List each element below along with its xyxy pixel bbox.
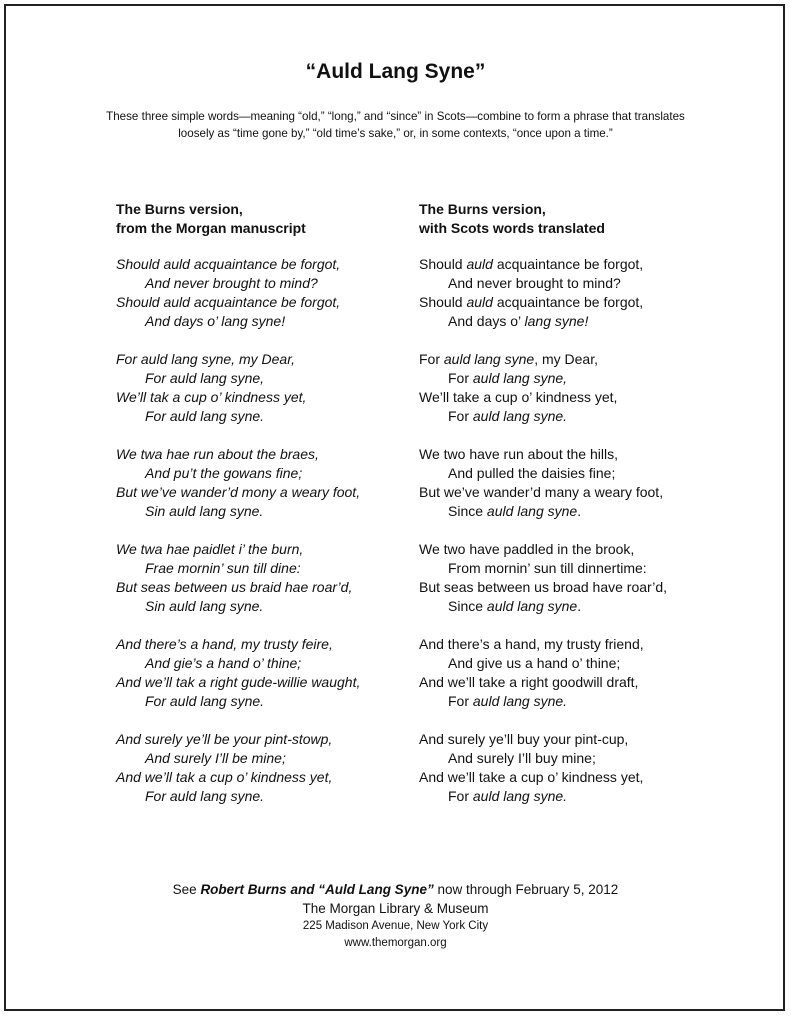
verse-line: For auld lang syne. [448, 408, 568, 424]
right-stanza [419, 255, 719, 331]
left-stanzas [116, 255, 416, 806]
verse-line: And pulled the daisies fine; [448, 465, 616, 481]
verse-line: And we’ll tak a cup o’ kindness yet, [116, 769, 333, 785]
scots-phrase: auld lang syne. [472, 408, 568, 424]
museum-address: 225 Madison Avenue, New York City [302, 920, 489, 932]
verse-line: We twa hae run about the braes, [116, 446, 319, 462]
verse-line: And there’s a hand, my trusty feire, [116, 636, 333, 652]
verse-line: We twa hae paidlet i’ the burn, [116, 541, 304, 557]
right-heading-line-1: The Burns version, [419, 201, 546, 217]
right-stanza [419, 445, 719, 521]
verse-line: Sin auld lang syne. [145, 503, 264, 519]
verse-line: We two have run about the hills, [419, 446, 618, 462]
verse-line: Frae mornin’ sun till dine: [145, 560, 301, 576]
verse-line: And surely ye’ll buy your pint-cup, [419, 731, 629, 747]
verse-line: For auld lang syne, my Dear, [419, 351, 598, 367]
scots-phrase: auld lang syne. [472, 788, 568, 804]
exhibit-prefix: See [172, 882, 201, 897]
right-column-translated [419, 200, 719, 825]
verse-line: From mornin’ sun till dinnertime: [448, 560, 647, 576]
verse-line: But seas between us braid hae roar’d, [116, 579, 353, 595]
scots-phrase: auld lang syne [486, 598, 578, 614]
left-heading-line-1: The Burns version, [116, 201, 243, 217]
verse-line: For auld lang syne, my Dear, [116, 351, 295, 367]
verse-line: And never brought to mind? [448, 275, 621, 291]
verse-line: And give us a hand o’ thine; [448, 655, 621, 671]
verse-line: We’ll take a cup o’ kindness yet, [419, 389, 618, 405]
right-stanza [419, 730, 719, 806]
left-stanza [116, 350, 416, 426]
verse-line: But seas between us broad have roar’d, [419, 579, 668, 595]
verse-line: For auld lang syne. [145, 693, 265, 709]
verse-line: For auld lang syne. [145, 408, 265, 424]
verse-line: Should auld acquaintance be forgot, [419, 294, 644, 310]
verse-line: And gie’s a hand o’ thine; [145, 655, 302, 671]
left-column-original [116, 200, 416, 825]
verse-line: Should auld acquaintance be forgot, [419, 256, 644, 272]
left-stanza [116, 730, 416, 806]
verse-line: And we’ll tak a right gude-willie waught, [116, 674, 361, 690]
left-column-heading [116, 200, 416, 238]
verse-line: And days o’ lang syne! [448, 313, 589, 329]
scots-phrase: auld lang syne [443, 351, 535, 367]
verse-line: And surely ye’ll be your pint-stowp, [116, 731, 333, 747]
scots-phrase: auld [466, 256, 493, 272]
exhibit-dates: now through February 5, 2012 [433, 882, 619, 897]
left-stanza [116, 445, 416, 521]
scots-phrase: lang syne! [524, 313, 589, 329]
scots-phrase: auld [466, 294, 493, 310]
verse-line: We two have paddled in the brook, [419, 541, 635, 557]
intro-paragraph: These three simple words—meaning “old,” “long,” and “since” in Scots—combine to form a phrase that translates loosely as “time gone by,” “old time’s sake,” or, in some contexts, “once upon a time.” [106, 110, 685, 140]
verse-line: We’ll tak a cup o’ kindness yet, [116, 389, 307, 405]
exhibit-title: Robert Burns and “Auld Lang Syne” [200, 882, 434, 897]
verse-line: And surely I’ll buy mine; [448, 750, 596, 766]
verse-line: For auld lang syne, [448, 370, 568, 386]
verse-line: And we’ll take a cup o’ kindness yet, [419, 769, 644, 785]
verse-line: And pu’t the gowans fine; [145, 465, 303, 481]
verse-line: And we’ll take a right goodwill draft, [419, 674, 639, 690]
scots-phrase: auld lang syne [486, 503, 578, 519]
verse-line: For auld lang syne, [145, 370, 265, 386]
verse-line: Sin auld lang syne. [145, 598, 264, 614]
verse-line: And there’s a hand, my trusty friend, [419, 636, 644, 652]
right-stanza [419, 540, 719, 616]
verse-line: Should auld acquaintance be forgot, [116, 294, 341, 310]
verse-line: Since auld lang syne. [448, 598, 582, 614]
right-stanzas [419, 255, 719, 806]
museum-website[interactable]: www.themorgan.org [344, 937, 447, 949]
verse-line: And never brought to mind? [145, 275, 318, 291]
verse-line: But we’ve wander’d many a weary foot, [419, 484, 664, 500]
scots-phrase: auld lang syne. [472, 693, 568, 709]
verse-line: For auld lang syne. [448, 693, 568, 709]
left-stanza [116, 635, 416, 711]
right-stanza [419, 635, 719, 711]
left-stanza [116, 255, 416, 331]
verse-line: For auld lang syne. [145, 788, 265, 804]
right-stanza [419, 350, 719, 426]
left-stanza [116, 540, 416, 616]
exhibit-notice [0, 880, 791, 899]
left-heading-line-2: from the Morgan manuscript [116, 220, 306, 236]
museum-name: The Morgan Library & Museum [302, 901, 489, 916]
verse-line: For auld lang syne. [448, 788, 568, 804]
verse-line: Since auld lang syne. [448, 503, 582, 519]
verse-line: And surely I’ll be mine; [145, 750, 286, 766]
page-title: “Auld Lang Syne” [305, 60, 486, 83]
footer [0, 880, 791, 952]
verse-line: But we’ve wander’d mony a weary foot, [116, 484, 361, 500]
verse-line: And days o’ lang syne! [145, 313, 286, 329]
scots-phrase: auld lang syne, [472, 370, 568, 386]
right-column-heading [419, 200, 719, 238]
verse-line: Should auld acquaintance be forgot, [116, 256, 341, 272]
right-heading-line-2: with Scots words translated [419, 220, 605, 236]
